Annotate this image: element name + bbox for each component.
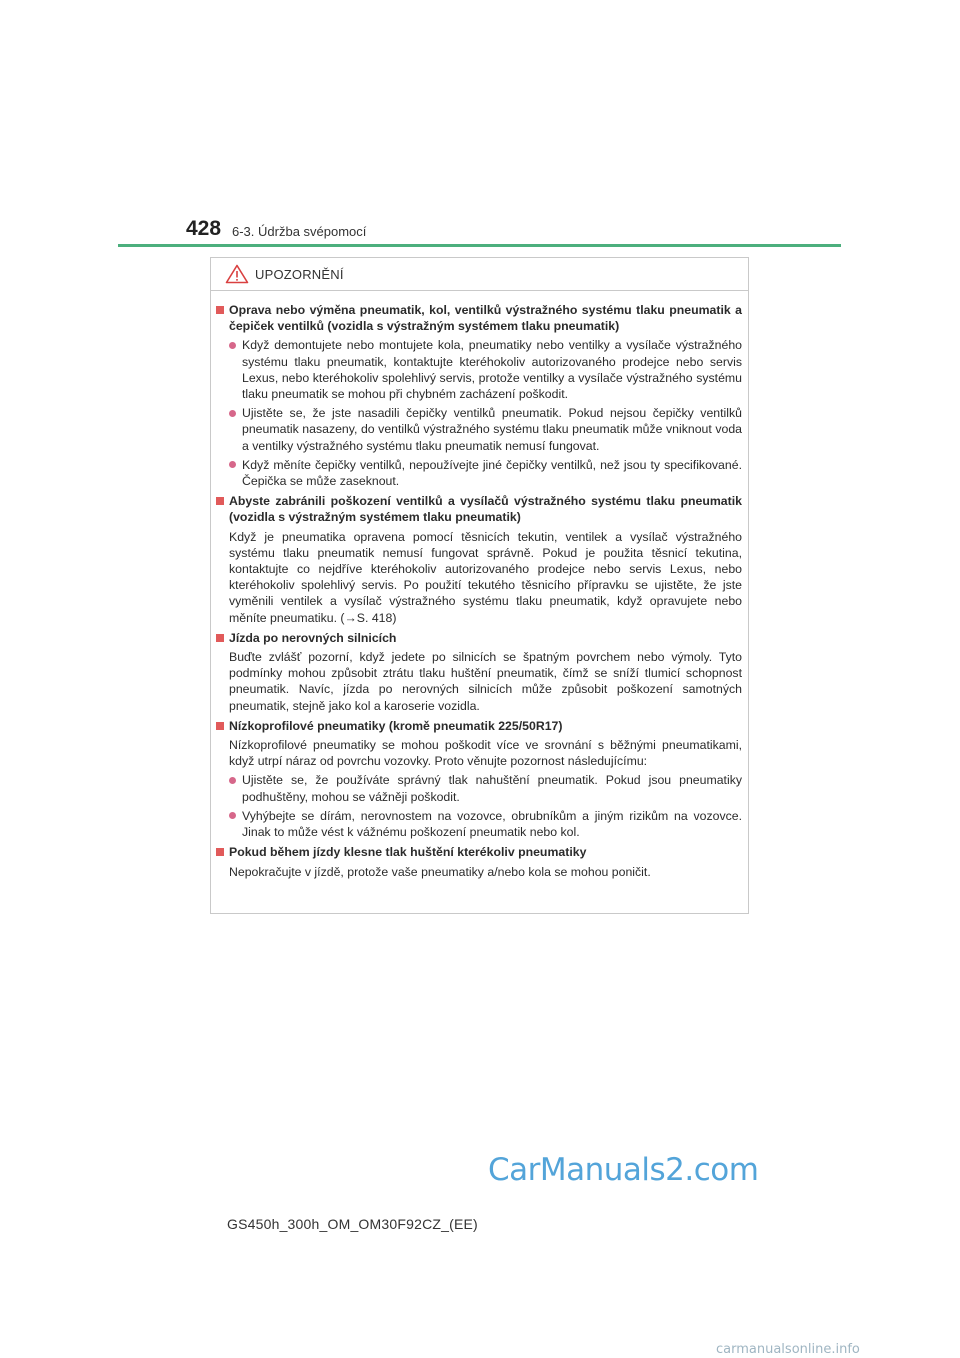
list-item [229,337,742,402]
list-item-text: Když měníte čepičky ventilků, nepoužívejte jiné čepičky ventilků, než jsou ty specifikované. Čepička se může zaseknout. [242,457,742,489]
warning-triangle-icon [225,264,249,284]
paragraph: Buďte zvlášť pozorní, když jedete po silnicích se špatným povrchem nebo výmoly. Tyto podmínky mohou způsobit ztrátu tlaku huštění pneumatik, čímž se sníží tlumicí schopnost pneumatik. Navíc, jízda po nerovných silnicích může způsobit poškození samotných pneumatik, stejně jako kol a karoserie vozidla. [229,650,742,713]
list-item-text: Ujistěte se, že používáte správný tlak nahuštění pneumatik. Pokud jsou pneumatiky podhuštěny, mohou se vážněji poškodit. [242,773,742,804]
warning-body [211,291,748,880]
page-number: 428 [186,217,222,240]
warning-box [210,257,749,914]
watermark-url: carmanualsonline.info [716,1342,860,1357]
section-title: 6-3. Údržba svépomocí [232,224,367,239]
list-item-text: Ujistěte se, že jste nasadili čepičky ventilků pneumatik. Pokud nejsou čepičky ventilků pneumatik nasazeny, do ventilků výstražného systému tlaku pneumatik může vniknout voda a ventilky výstražného systému tlaku pneumatik nemusí fungovat. [242,406,742,453]
list-item [229,405,742,454]
dot-bullet-icon [229,410,236,417]
paragraph: Když je pneumatika opravena pomocí těsnicích tekutin, ventilek a vysílač výstražného systému tlaku pneumatik nemusí fungovat správně. Pokud je použita těsnicí tekutina, kontaktujte co nejdříve kteréhokoliv autorizovaného prodejce nebo servis Lexus, nebo kteréhokoliv spolehlivý servis. Po použití tekutého těsnicího přípravku se ujistěte, že jste vyměnili ventilek a vysílač výstražného systému tlaku pneumatik, když opravujete nebo měníte pneumatiku. (→S. 418) [229,529,742,625]
list-item-text: Když demontujete nebo montujete kola, pneumatiky nebo ventilky a vysílače výstražného systému tlaku pneumatik, kontaktujte kteréhokoliv autorizovaného prodejce nebo servis Lexus, nebo kteréhokoliv spolehlivý servis, protože ventilky a vysílače výstražného systému tlaku pneumatik se mohou při chybném zacházení poškodit. [242,338,742,402]
square-bullet-icon [216,497,224,505]
list-item [229,808,742,840]
watermark-logo: CarManuals2.com [488,1152,759,1188]
dot-bullet-icon [229,342,236,349]
square-bullet-icon [216,306,224,314]
topic-heading [216,844,742,860]
dot-bullet-icon [229,461,236,468]
topic-title: Jízda po nerovných silnicích [229,630,397,645]
dot-bullet-icon [229,812,236,819]
header-rule [118,244,841,247]
topic-heading [216,493,742,525]
square-bullet-icon [216,634,224,642]
topic-title: Pokud během jízdy klesne tlak huštění kterékoliv pneumatiky [229,845,587,860]
square-bullet-icon [216,722,224,730]
topic-heading [216,630,742,646]
topic-heading [216,302,742,334]
footer-document-code: GS450h_300h_OM_OM30F92CZ_(EE) [227,1216,478,1232]
list-item [229,772,742,804]
square-bullet-icon [216,848,224,856]
paragraph: Nepokračujte v jízdě, protože vaše pneumatiky a/nebo kola se mohou poničit. [229,864,651,879]
topic-heading [216,718,742,734]
list-item-text: Vyhýbejte se dírám, nerovnostem na vozovce, obrubníkům a jiným rizikům na vozovce. Jinak to může vést k vážnému poškození pneumatik nebo kol. [242,808,742,840]
warning-header [211,258,748,291]
topic-title: Oprava nebo výměna pneumatik, kol, ventilků výstražného systému tlaku pneumatik a čepiček ventilků (vozidla s výstražným systémem tlaku pneumatik) [229,303,742,334]
topic-title: Nízkoprofilové pneumatiky (kromě pneumatik 225/50R17) [229,718,563,733]
topic-title: Abyste zabránili poškození ventilků a vysílačů výstražného systému tlaku pneumatik (vozidla s výstražným systémem tlaku pneumatik) [229,494,742,525]
paragraph: Nízkoprofilové pneumatiky se mohou poškodit více ve srovnání s běžnými pneumatikami, když utrpí náraz od povrchu vozovky. Proto věnujte pozornost následujícímu: [229,738,742,769]
dot-bullet-icon [229,777,236,784]
list-item [229,457,742,489]
warning-label: UPOZORNĚNÍ [255,266,344,282]
